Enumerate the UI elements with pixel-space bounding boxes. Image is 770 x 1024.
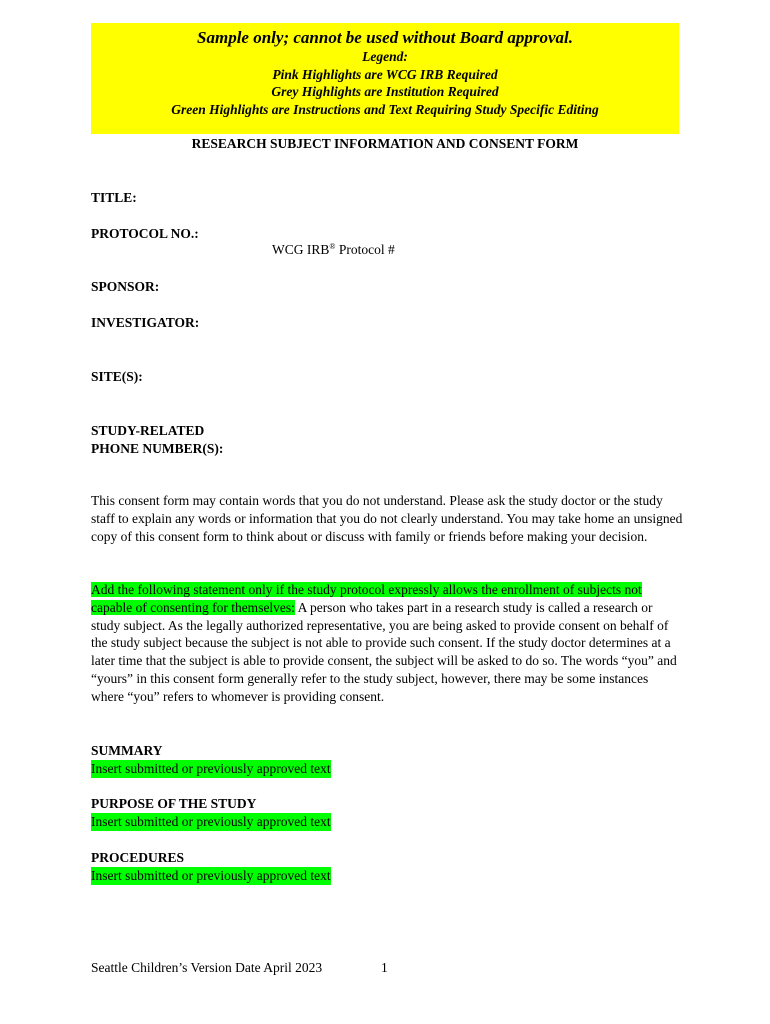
section-heading-procedures: PROCEDURES — [91, 850, 185, 865]
section-heading-purpose: PURPOSE OF THE STUDY — [91, 796, 257, 811]
legend-banner — [91, 23, 679, 134]
lar-instruction-highlight: Add the following statement only if the study protocol expressly allows the enrollment of subjects not capable of consenting for themselves: — [91, 582, 642, 615]
phone-label-line2: PHONE NUMBER(S): — [91, 440, 224, 456]
banner-legend-label: Legend: — [362, 49, 408, 64]
section-text-procedures: Insert submitted or previously approved text — [91, 868, 331, 883]
footer-version: Seattle Children’s Version Date April 2023 — [91, 960, 323, 975]
banner-green-legend: Green Highlights are Instructions and Text Requiring Study Specific Editing — [171, 101, 599, 117]
protocol-no-label: PROTOCOL NO.: — [91, 226, 199, 241]
sponsor-label: SPONSOR: — [91, 279, 160, 294]
phone-label — [91, 422, 223, 457]
investigator-label: INVESTIGATOR: — [91, 315, 200, 330]
protocol-prefix: WCG IRB — [272, 242, 330, 257]
lar-body-text: A person who takes part in a research study is called a research or study subject. As the legally authorized representative, you are being asked to provide consent on behalf of the study subject because the subject is not able to provide such consent. If the study doctor determines at a later time that the subject is able to provide consent, the subject will be asked to do so. The words “you” and “yours” in this consent form generally refer to the study subject, however, there may be some instances where “you” refers to whomever is providing consent. — [91, 599, 677, 704]
lar-paragraph — [91, 581, 683, 706]
registered-mark: ® — [329, 242, 336, 251]
protocol-suffix: Protocol # — [335, 242, 395, 257]
protocol-number-line — [272, 242, 395, 258]
banner-grey-legend: Grey Highlights are Institution Required — [271, 84, 499, 99]
banner-title: Sample only; cannot be used without Board approval. — [197, 28, 573, 47]
section-text-summary: Insert submitted or previously approved text — [91, 761, 331, 776]
phone-label-line1: STUDY-RELATED — [91, 423, 205, 438]
section-heading-summary: SUMMARY — [91, 743, 163, 758]
banner-pink-legend: Pink Highlights are WCG IRB Required — [272, 66, 498, 82]
page-number: 1 — [381, 960, 388, 975]
section-text-purpose: Insert submitted or previously approved text — [91, 814, 331, 829]
title-label: TITLE: — [91, 190, 137, 205]
form-title: RESEARCH SUBJECT INFORMATION AND CONSENT FORM — [191, 136, 579, 151]
intro-paragraph: This consent form may contain words that you do not understand. Please ask the study doctor or the study staff to explain any words or information that you do not clearly understand. You may take home an unsigned copy of this consent form to think about or discuss with family or friends before making your decision. — [91, 493, 683, 544]
sites-label: SITE(S): — [91, 369, 143, 384]
